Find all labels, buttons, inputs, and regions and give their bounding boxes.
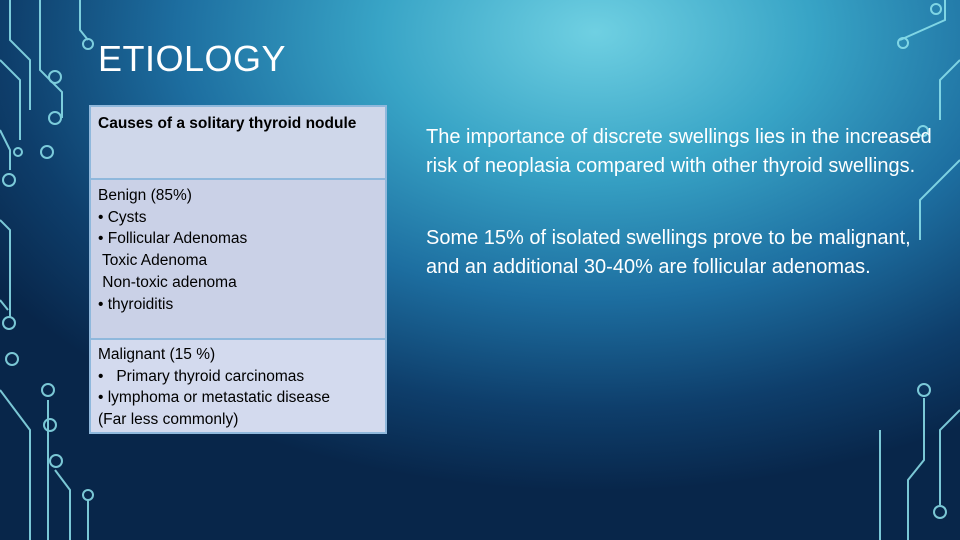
benign-heading: Benign (85%) — [98, 187, 192, 204]
malignant-item: • Primary thyroid carcinomas — [98, 367, 305, 385]
malignant-cell — [91, 340, 385, 432]
table-header-cell — [91, 107, 385, 180]
benign-cell — [91, 180, 385, 340]
paragraph-malignancy-rate: Some 15% of isolated swellings prove to be malignant, and an additional 30-40% are follicular adenomas. — [426, 227, 911, 278]
benign-item: • Follicular Adenomas — [98, 230, 248, 248]
benign-item: • Cysts — [98, 208, 147, 226]
benign-item: Toxic Adenoma — [98, 252, 208, 270]
malignant-heading: Malignant (15 %) — [98, 346, 216, 363]
benign-item: • thyroiditis — [98, 295, 174, 313]
benign-item: Non-toxic adenoma — [98, 273, 237, 291]
causes-table — [89, 105, 387, 434]
malignant-item: (Far less commonly) — [98, 411, 239, 429]
slide-title: ETIOLOGY — [98, 38, 287, 79]
malignant-item: • lymphoma or metastatic disease — [98, 389, 330, 407]
table-header-text: Causes of a solitary thyroid nodule — [98, 115, 357, 132]
body-text — [426, 123, 946, 282]
paragraph-importance: The importance of discrete swellings lies in the increased risk of neoplasia compared with other thyroid swellings. — [426, 126, 932, 177]
